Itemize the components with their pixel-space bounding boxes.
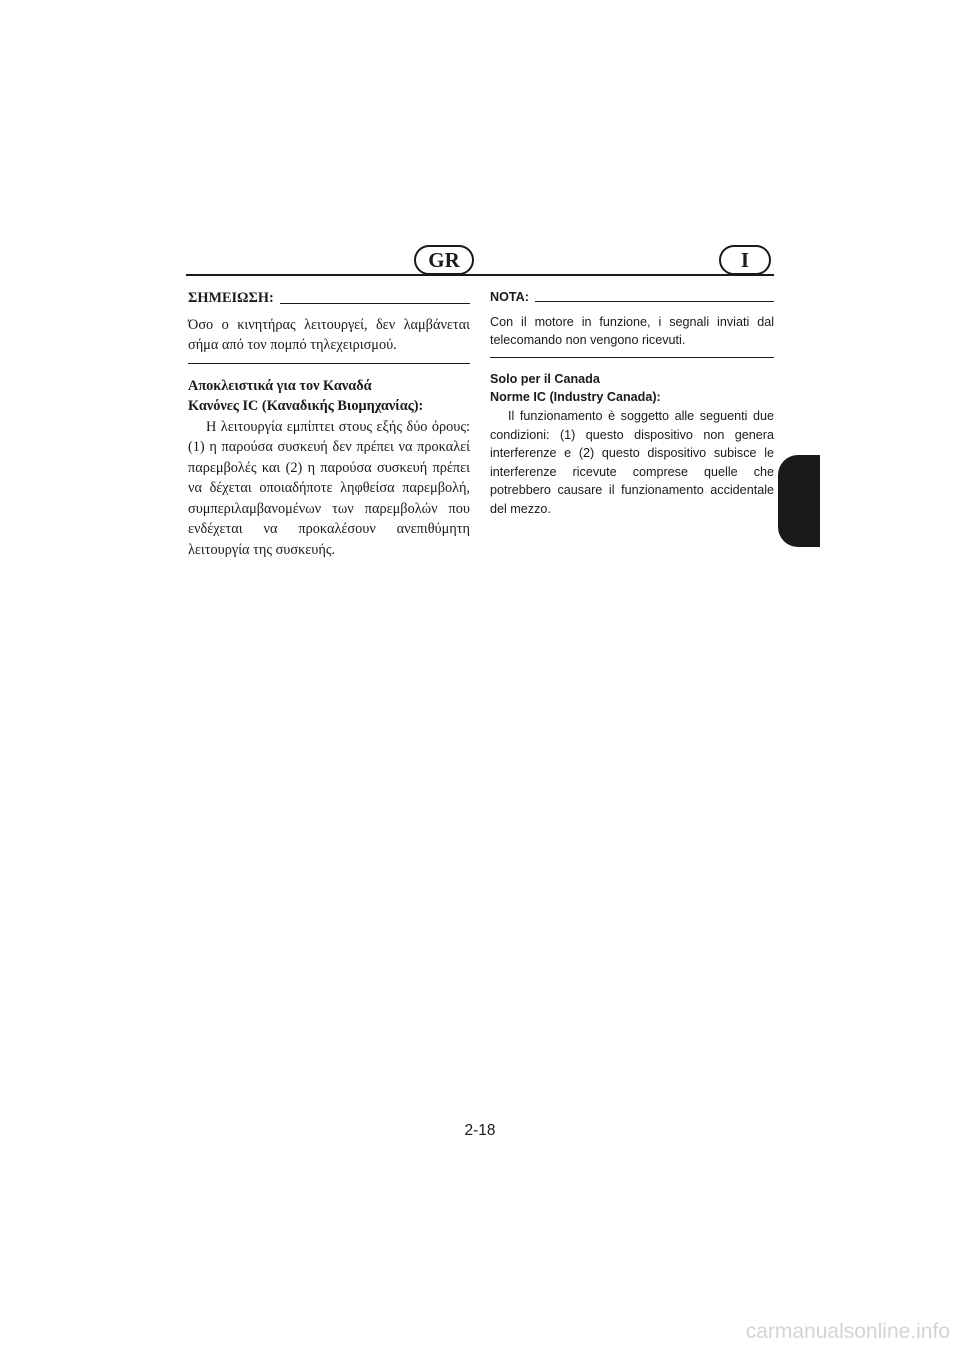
watermark-text: carmanualsonline.info: [745, 1320, 950, 1343]
note-end-rule: [188, 363, 470, 364]
language-badge-italian: I: [719, 245, 771, 275]
note-rule: [280, 303, 470, 304]
note-label: ΣΗΜΕΙΩΣΗ:: [188, 290, 274, 306]
note-rule: [535, 301, 774, 302]
note-end-rule: [490, 357, 774, 358]
section-text-greek: Η λειτουργία εμπίπτει στους εξής δύο όρους: (1) η παρούσα συσκευή δεν πρέπει να προκαλεί παρεμβολές και (2) η παρούσα συσκευή πρέπει να δέχεται οποιαδήποτε ληφθείσα παρεμβολή, συμπεριλαμβανομένων των παρεμβολών που ενδέχεται να προκαλέσουν ανεπιθύμητη λειτουργία της συσκευής.: [188, 418, 470, 558]
language-badge-greek: GR: [414, 245, 474, 275]
note-text-italian: Con il motore in funzione, i segnali inviati dal telecomando non vengono ricevuti.: [490, 314, 774, 348]
header-divider: [186, 274, 774, 276]
note-label: NOTA:: [490, 290, 529, 304]
note-heading-greek: [188, 288, 470, 309]
section-title-line-2: Κανόνες IC (Καναδικής Βιομηχανίας):: [188, 398, 424, 414]
italian-column: [490, 288, 774, 519]
section-title-line-1: Solo per il Canada: [490, 371, 600, 386]
section-text-italian: Il funzionamento è soggetto alle seguenti due condizioni: (1) questo dispositivo non genera interferenze e (2) questo dispositivo subisce le interferenze ricevute comprese quelle che potrebbero causare il funzionamento accidentale del mezzo.: [490, 408, 774, 516]
section-title-italian: [490, 370, 774, 407]
note-heading-italian: [490, 288, 774, 307]
chapter-thumb-tab: [778, 455, 820, 547]
section-title-line-2: Norme IC (Industry Canada):: [490, 390, 661, 405]
greek-column: [188, 288, 470, 560]
note-text-greek: Όσο ο κινητήρας λειτουργεί, δεν λαμβάνεται σήμα από τον πομπό τηλεχειρισμού.: [188, 316, 470, 353]
page-number: 2-18: [464, 1122, 496, 1139]
section-title-greek: [188, 376, 470, 417]
section-title-line-1: Αποκλειστικά για τον Καναδά: [188, 377, 372, 394]
